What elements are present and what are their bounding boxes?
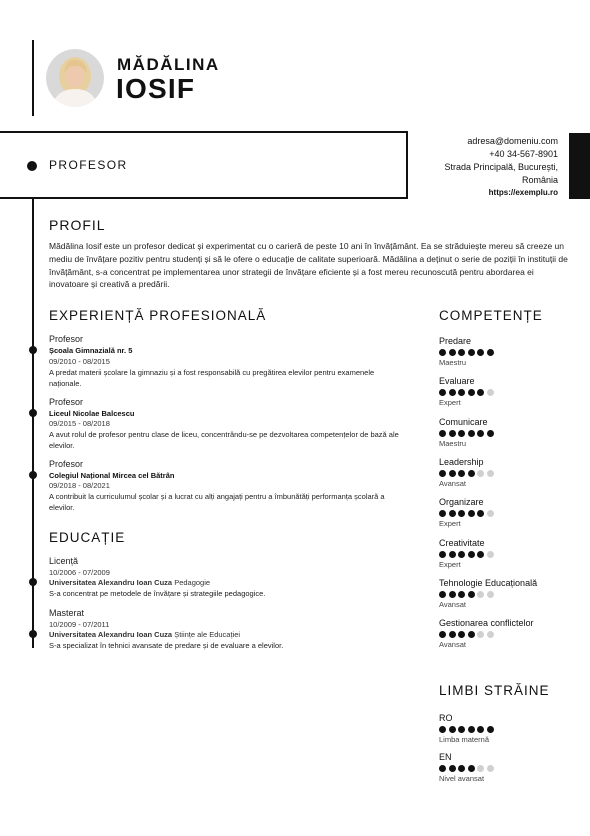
skill-rating [439, 389, 579, 396]
skill-rating [439, 551, 579, 558]
language-name: EN [439, 752, 452, 762]
timeline-dot [29, 578, 37, 586]
job-title: Profesor [49, 397, 84, 407]
skill-name: Comunicare [439, 416, 488, 427]
contact-address-line2: România [521, 175, 558, 185]
skills-heading: COMPETENȚE [439, 308, 543, 323]
rating-dot-icon [487, 349, 494, 356]
language-item [439, 713, 579, 744]
education-school-line [49, 630, 240, 639]
rating-dot-icon [477, 591, 484, 598]
rating-dot-icon [458, 470, 465, 477]
job-org: Liceul Nicolae Balcescu [49, 409, 135, 418]
rating-dot-icon [477, 765, 484, 772]
skill-rating [439, 470, 579, 477]
profile-text: Mădălina Iosif este un profesor dedicat și experimentat cu o carieră de peste 10 ani în învățământ. Ea se străduiește mereu să creeze un mediu de învățare pozitiv pentru studenți și să le ofere o educație de calitate superioară. Mădălina a deținut o serie de poziții în instituții de învățământ, s-a concentrat pe implementarea unor strategii de învățare eficiente și a fost mereu recunoscută pentru abordarea ei inovatoare și creativă a predării. [49, 241, 568, 290]
rating-dot-icon [439, 430, 446, 437]
header-divider-line [32, 40, 34, 116]
accent-tab [569, 133, 590, 199]
skill-rating [439, 510, 579, 517]
rating-dot-icon [439, 631, 446, 638]
rating-dot-icon [468, 591, 475, 598]
education-field: Științe ale Educației [174, 630, 241, 639]
rating-dot-icon [468, 349, 475, 356]
rating-dot-icon [468, 765, 475, 772]
education-degree: Licență [49, 556, 79, 566]
contact-email[interactable]: adresa@domeniu.com [467, 136, 558, 146]
rating-dot-icon [487, 510, 494, 517]
rating-dot-icon [439, 765, 446, 772]
skill-item [439, 618, 579, 649]
experience-heading: EXPERIENȚĂ PROFESIONALĂ [49, 308, 267, 323]
job-title: Profesor [49, 334, 84, 344]
contact-phone[interactable]: +40 34-567-8901 [489, 149, 558, 159]
timeline-dot [27, 161, 37, 171]
rating-dot-icon [487, 631, 494, 638]
rating-dot-icon [477, 551, 484, 558]
timeline-dot [29, 471, 37, 479]
rating-dot-icon [449, 510, 456, 517]
rating-dot-icon [487, 726, 494, 733]
skill-name: Evaluare [439, 376, 475, 387]
rating-dot-icon [477, 430, 484, 437]
rating-dot-icon [458, 389, 465, 396]
language-level-label: Nivel avansat [439, 774, 485, 783]
education-description: S-a concentrat pe metodele de învățare și strategiile pedagogice. [49, 589, 266, 598]
contact-website[interactable]: https://exemplu.ro [488, 188, 558, 197]
education-school: Universitatea Alexandru Ioan Cuza [49, 578, 173, 587]
education-field: Pedagogie [174, 578, 211, 587]
skill-item [439, 457, 579, 488]
last-name: IOSIF [116, 73, 196, 104]
rating-dot-icon [449, 470, 456, 477]
rating-dot-icon [458, 551, 465, 558]
skill-rating [439, 591, 579, 598]
rating-dot-icon [487, 470, 494, 477]
rating-dot-icon [458, 510, 465, 517]
rating-dot-icon [439, 389, 446, 396]
profile-heading: PROFIL [49, 217, 106, 233]
profile-photo-icon [46, 49, 104, 107]
job-description: A contribuit la curriculumul școlar și a lucrat cu alți angajați pentru a îmbunătăți performanța școlară a elevilor. [49, 492, 385, 512]
rating-dot-icon [487, 765, 494, 772]
skill-item [439, 417, 579, 448]
rating-dot-icon [468, 726, 475, 733]
rating-dot-icon [468, 470, 475, 477]
skill-level-label: Expert [439, 398, 461, 408]
job-org: Școala Gimnazială nr. 5 [49, 346, 133, 355]
rating-dot-icon [449, 591, 456, 598]
skill-item [439, 376, 579, 407]
language-level-label: Limba maternă [439, 735, 490, 744]
skill-item [439, 578, 579, 609]
rating-dot-icon [477, 631, 484, 638]
skill-item [439, 538, 579, 569]
rating-dot-icon [487, 551, 494, 558]
rating-dot-icon [468, 389, 475, 396]
rating-dot-icon [477, 470, 484, 477]
job-dates: 09/2015 - 08/2018 [49, 419, 110, 428]
rating-dot-icon [449, 430, 456, 437]
rating-dot-icon [449, 765, 456, 772]
avatar [46, 49, 104, 107]
skill-level-label: Avansat [439, 640, 466, 650]
rating-dot-icon [477, 349, 484, 356]
rating-dot-icon [468, 631, 475, 638]
education-dates: 10/2009 - 07/2011 [49, 620, 110, 629]
rating-dot-icon [477, 389, 484, 396]
education-school-line [49, 578, 210, 587]
rating-dot-icon [468, 551, 475, 558]
language-item [439, 752, 579, 783]
job-description: A avut rolul de profesor pentru clase de liceu, concentrându-se pe dezvoltarea competențelor de bază ale elevilor. [49, 430, 399, 450]
job-org: Colegiul Național Mircea cel Bătrân [49, 471, 175, 480]
rating-dot-icon [439, 470, 446, 477]
rating-dot-icon [487, 591, 494, 598]
job-dates: 09/2010 - 08/2015 [49, 357, 110, 366]
rating-dot-icon [477, 510, 484, 517]
skill-name: Gestionarea conflictelor [439, 618, 534, 629]
rating-dot-icon [439, 551, 446, 558]
rating-dot-icon [458, 726, 465, 733]
rating-dot-icon [458, 631, 465, 638]
skill-level-label: Expert [439, 559, 461, 569]
education-heading: EDUCAȚIE [49, 530, 126, 545]
first-name: MĂDĂLINA [117, 55, 220, 74]
timeline-dot [29, 346, 37, 354]
skill-level-label: Expert [439, 519, 461, 529]
skill-name: Predare [439, 336, 472, 346]
education-description: S-a specializat în tehnici avansate de predare și de evaluare a elevilor. [49, 641, 284, 650]
rating-dot-icon [458, 591, 465, 598]
rating-dot-icon [458, 430, 465, 437]
language-rating [439, 765, 579, 772]
skill-level-label: Maestru [439, 358, 467, 367]
rating-dot-icon [458, 349, 465, 356]
skill-level-label: Avansat [439, 599, 466, 609]
rating-dot-icon [449, 349, 456, 356]
skill-name: Creativitate [439, 537, 485, 548]
contact-address-line1: Strada Principală, București, [444, 162, 558, 172]
skill-level-label: Maestru [439, 438, 467, 448]
rating-dot-icon [477, 726, 484, 733]
skill-item [439, 336, 579, 367]
rating-dot-icon [458, 765, 465, 772]
language-rating [439, 726, 579, 733]
education-dates: 10/2006 - 07/2009 [49, 568, 110, 577]
skill-level-label: Avansat [439, 478, 466, 488]
skill-rating [439, 430, 579, 437]
skill-name: Tehnologie Educațională [439, 577, 538, 588]
rating-dot-icon [487, 389, 494, 396]
rating-dot-icon [439, 349, 446, 356]
timeline-dot [29, 630, 37, 638]
education-degree: Masterat [49, 608, 85, 618]
rating-dot-icon [487, 430, 494, 437]
skill-name: Leadership [439, 456, 484, 467]
language-name: RO [439, 713, 453, 723]
skill-rating [439, 631, 579, 638]
rating-dot-icon [468, 430, 475, 437]
rating-dot-icon [468, 510, 475, 517]
job-description: A predat materii școlare la gimnaziu și a fost responsabilă cu pregătirea elevilor pentru examenele naționale. [49, 368, 375, 388]
education-school: Universitatea Alexandru Ioan Cuza [49, 630, 173, 639]
job-dates: 09/2018 - 08/2021 [49, 481, 110, 490]
languages-heading: LIMBI STRĂINE [439, 683, 550, 698]
rating-dot-icon [449, 389, 456, 396]
rating-dot-icon [449, 551, 456, 558]
rating-dot-icon [439, 726, 446, 733]
timeline-dot [29, 409, 37, 417]
job-title: Profesor [49, 459, 84, 469]
skill-item [439, 497, 579, 528]
rating-dot-icon [439, 591, 446, 598]
rating-dot-icon [439, 510, 446, 517]
skill-name: Organizare [439, 497, 484, 508]
rating-dot-icon [449, 631, 456, 638]
skill-rating [439, 349, 579, 356]
job-title: PROFESOR [49, 158, 128, 172]
rating-dot-icon [449, 726, 456, 733]
